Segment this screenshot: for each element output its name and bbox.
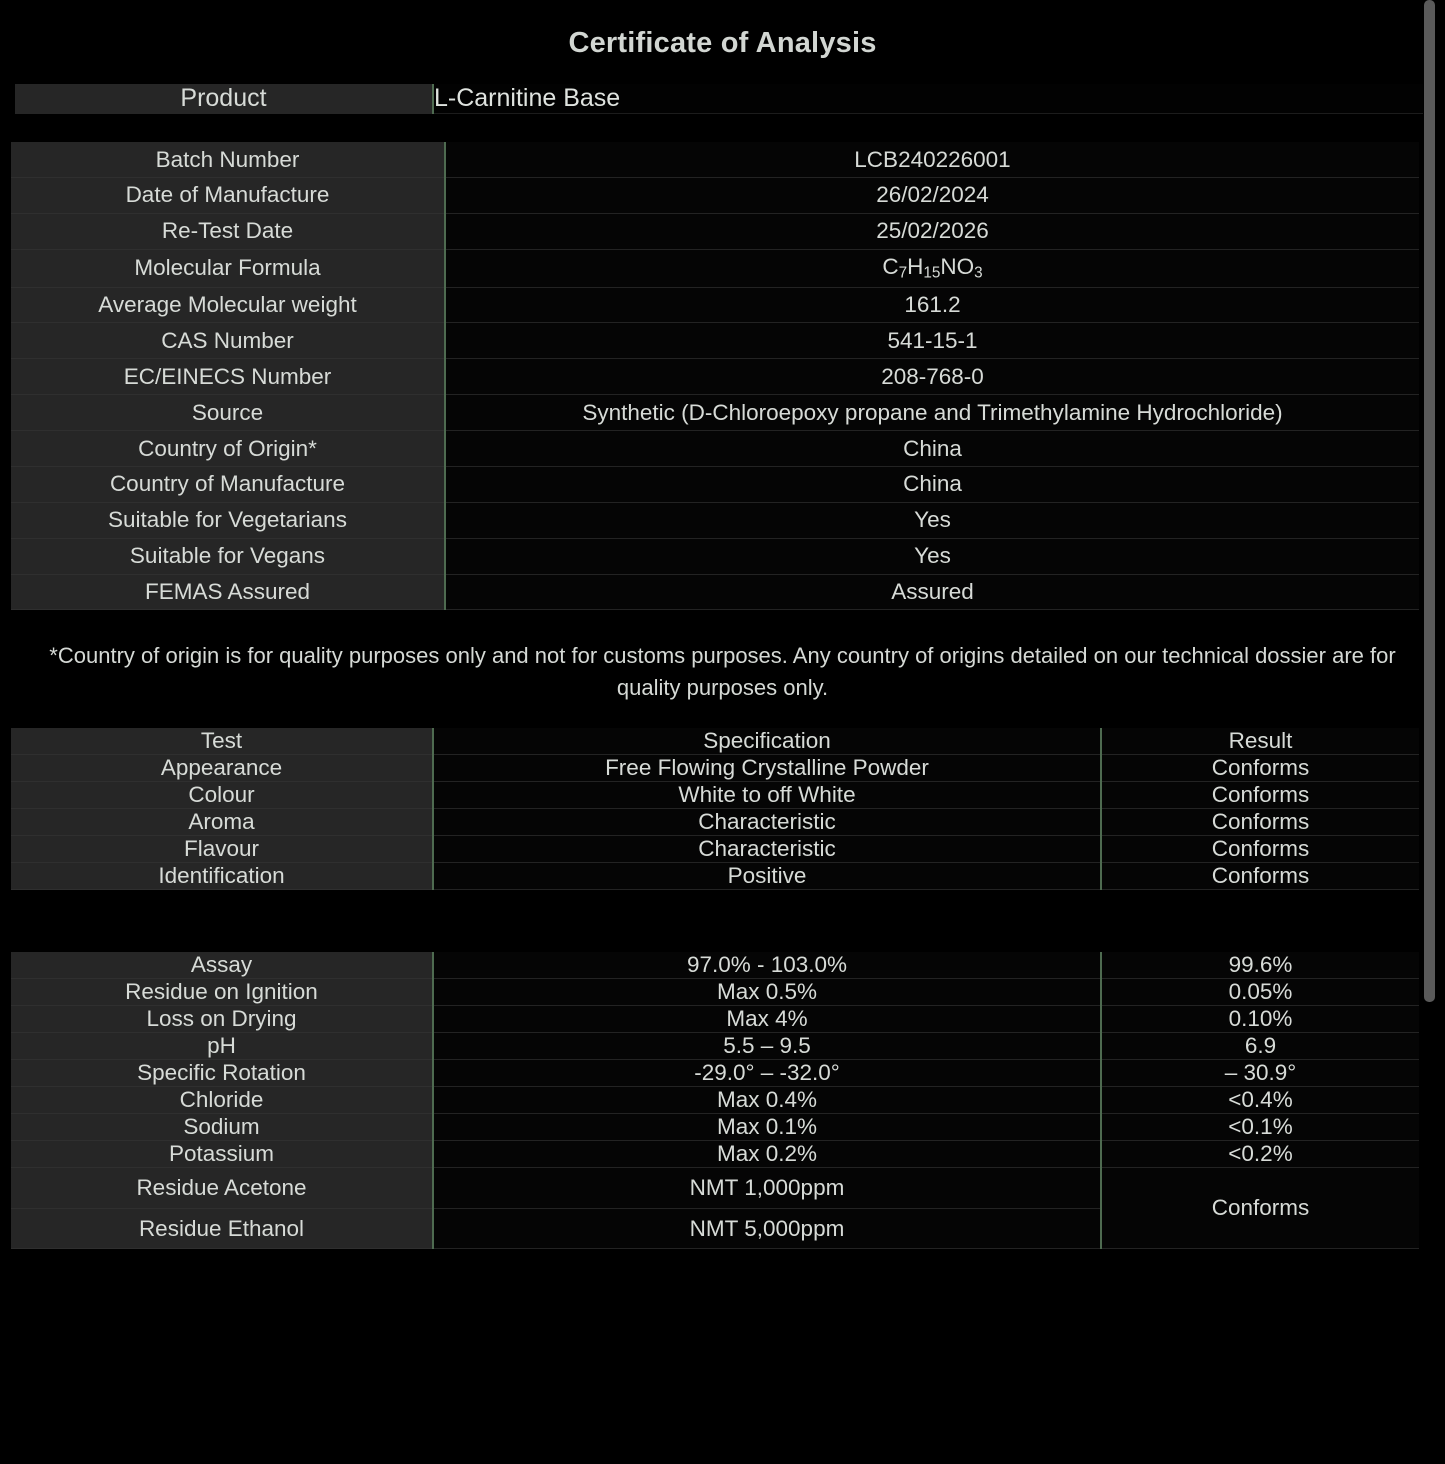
- analytical-results-table: [11, 952, 1419, 1249]
- table-row: [15, 84, 1423, 114]
- info-value-suitable-for-vegans: Yes: [445, 538, 1419, 574]
- info-label-molecular-formula: Molecular Formula: [11, 249, 445, 287]
- test-result-aroma: Conforms: [1101, 809, 1419, 836]
- info-label-batch-number: Batch Number: [11, 142, 445, 177]
- test-name-aroma: Aroma: [11, 809, 433, 836]
- test-name-ph: pH: [11, 1033, 433, 1060]
- info-value-re-test-date: 25/02/2026: [445, 213, 1419, 249]
- table-row: [11, 1006, 1419, 1033]
- product-label: Product: [15, 84, 433, 114]
- table-row: [11, 538, 1419, 574]
- test-spec-residue-acetone: NMT 1,000ppm: [433, 1168, 1101, 1208]
- test-result-loss-on-drying: 0.10%: [1101, 1006, 1419, 1033]
- table-row: [11, 1114, 1419, 1141]
- spacer: [0, 890, 1445, 952]
- info-label-date-of-manufacture: Date of Manufacture: [11, 177, 445, 213]
- info-label-source: Source: [11, 395, 445, 431]
- test-spec-specific-rotation: -29.0° – -32.0°: [433, 1060, 1101, 1087]
- test-result-sodium: <0.1%: [1101, 1114, 1419, 1141]
- test-name-colour: Colour: [11, 782, 433, 809]
- test-spec-colour: White to off White: [433, 782, 1101, 809]
- table-row: [11, 574, 1419, 610]
- info-label-ec-einecs-number: EC/EINECS Number: [11, 359, 445, 395]
- table-header-row: [11, 728, 1419, 755]
- test-result-potassium: <0.2%: [1101, 1141, 1419, 1168]
- table-row: [11, 1087, 1419, 1114]
- info-value-country-of-origin: China: [445, 431, 1419, 467]
- table-row: [11, 142, 1419, 177]
- info-label-re-test-date: Re-Test Date: [11, 213, 445, 249]
- test-result-ph: 6.9: [1101, 1033, 1419, 1060]
- table-row: [11, 952, 1419, 979]
- product-info-table: [11, 142, 1419, 610]
- test-result-residues: Conforms: [1101, 1168, 1419, 1249]
- test-name-residue-acetone: Residue Acetone: [11, 1168, 433, 1208]
- table-row: [11, 1168, 1419, 1208]
- test-result-assay: 99.6%: [1101, 952, 1419, 979]
- test-result-colour: Conforms: [1101, 782, 1419, 809]
- test-spec-chloride: Max 0.4%: [433, 1087, 1101, 1114]
- test-name-residue-ethanol: Residue Ethanol: [11, 1208, 433, 1248]
- test-name-specific-rotation: Specific Rotation: [11, 1060, 433, 1087]
- test-name-assay: Assay: [11, 952, 433, 979]
- test-spec-flavour: Characteristic: [433, 836, 1101, 863]
- info-value-femas-assured: Assured: [445, 574, 1419, 610]
- test-name-appearance: Appearance: [11, 755, 433, 782]
- info-value-country-of-manufacture: China: [445, 466, 1419, 502]
- info-value-suitable-for-vegetarians: Yes: [445, 502, 1419, 538]
- table-row: [11, 863, 1419, 890]
- info-label-country-of-manufacture: Country of Manufacture: [11, 466, 445, 502]
- test-name-sodium: Sodium: [11, 1114, 433, 1141]
- test-spec-sodium: Max 0.1%: [433, 1114, 1101, 1141]
- table-row: [11, 177, 1419, 213]
- info-value-batch-number: LCB240226001: [445, 142, 1419, 177]
- test-spec-residue-ethanol: NMT 5,000ppm: [433, 1208, 1101, 1248]
- test-name-potassium: Potassium: [11, 1141, 433, 1168]
- page-title: Certificate of Analysis: [568, 27, 877, 59]
- table-row: [11, 323, 1419, 359]
- info-value-molecular-formula: $C_7H_{15}NO_3$: [445, 249, 1419, 287]
- test-result-residue-on-ignition: 0.05%: [1101, 979, 1419, 1006]
- product-value: L-Carnitine Base: [433, 84, 1423, 114]
- column-header-specification: Specification: [433, 728, 1101, 755]
- country-of-origin-footnote: *Country of origin is for quality purposes only and not for customs purposes. Any country of origins detailed on our technical dossier are for quality purposes only.: [49, 643, 1396, 701]
- test-name-flavour: Flavour: [11, 836, 433, 863]
- table-row: [11, 395, 1419, 431]
- table-row: [11, 359, 1419, 395]
- table-row: [11, 213, 1419, 249]
- table-row: [11, 809, 1419, 836]
- info-value-ec-einecs-number: 208-768-0: [445, 359, 1419, 395]
- test-spec-ph: 5.5 – 9.5: [433, 1033, 1101, 1060]
- table-row: [11, 755, 1419, 782]
- info-label-country-of-origin: Country of Origin*: [11, 431, 445, 467]
- test-name-loss-on-drying: Loss on Drying: [11, 1006, 433, 1033]
- info-value-average-molecular-weight: 161.2: [445, 287, 1419, 323]
- info-label-suitable-for-vegans: Suitable for Vegans: [11, 538, 445, 574]
- table-row: [11, 836, 1419, 863]
- table-row: [11, 249, 1419, 287]
- test-spec-residue-on-ignition: Max 0.5%: [433, 979, 1101, 1006]
- column-header-test: Test: [11, 728, 433, 755]
- test-result-chloride: <0.4%: [1101, 1087, 1419, 1114]
- organoleptic-table: [11, 728, 1419, 890]
- test-spec-aroma: Characteristic: [433, 809, 1101, 836]
- test-name-chloride: Chloride: [11, 1087, 433, 1114]
- table-row: [11, 287, 1419, 323]
- table-row: [11, 1141, 1419, 1168]
- test-result-identification: Conforms: [1101, 863, 1419, 890]
- table-row: [11, 431, 1419, 467]
- product-section: [0, 84, 1445, 114]
- table-row: [11, 466, 1419, 502]
- info-value-source: Synthetic (D-Chloroepoxy propane and Trimethylamine Hydrochloride): [445, 395, 1419, 431]
- test-spec-assay: 97.0% - 103.0%: [433, 952, 1101, 979]
- test-result-appearance: Conforms: [1101, 755, 1419, 782]
- product-table: [15, 84, 1423, 114]
- info-value-cas-number: 541-15-1: [445, 323, 1419, 359]
- column-header-result: Result: [1101, 728, 1419, 755]
- info-label-average-molecular-weight: Average Molecular weight: [11, 287, 445, 323]
- test-spec-appearance: Free Flowing Crystalline Powder: [433, 755, 1101, 782]
- table-row: [11, 979, 1419, 1006]
- info-label-femas-assured: FEMAS Assured: [11, 574, 445, 610]
- vertical-scrollbar-thumb[interactable]: [1424, 0, 1435, 1002]
- info-value-date-of-manufacture: 26/02/2024: [445, 177, 1419, 213]
- table-row: [11, 782, 1419, 809]
- table-row: [11, 502, 1419, 538]
- test-name-residue-on-ignition: Residue on Ignition: [11, 979, 433, 1006]
- test-result-specific-rotation: – 30.9°: [1101, 1060, 1419, 1087]
- test-spec-potassium: Max 0.2%: [433, 1141, 1101, 1168]
- test-result-flavour: Conforms: [1101, 836, 1419, 863]
- test-spec-loss-on-drying: Max 4%: [433, 1006, 1101, 1033]
- info-label-cas-number: CAS Number: [11, 323, 445, 359]
- table-row: [11, 1033, 1419, 1060]
- info-label-suitable-for-vegetarians: Suitable for Vegetarians: [11, 502, 445, 538]
- table-row: [11, 1060, 1419, 1087]
- test-spec-identification: Positive: [433, 863, 1101, 890]
- test-name-identification: Identification: [11, 863, 433, 890]
- spacer: [0, 114, 1445, 142]
